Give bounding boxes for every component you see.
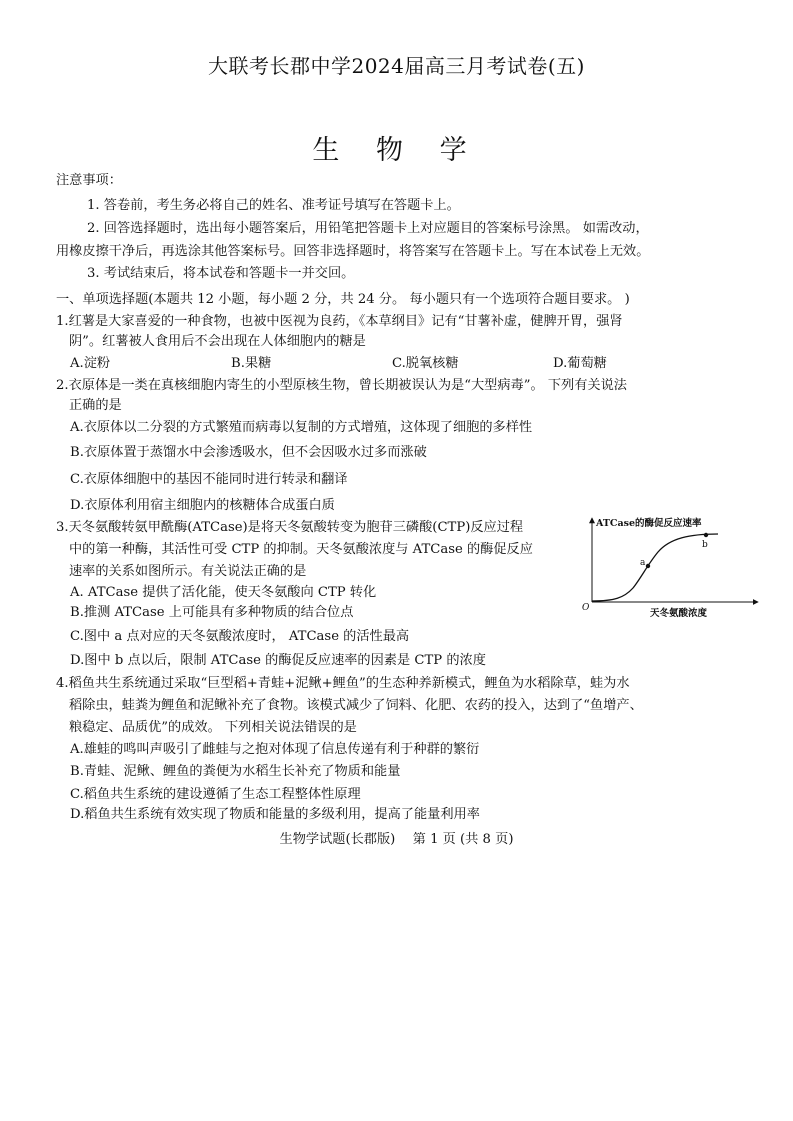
q1-stem-line-2: 阴”。红薯被人食用后不会出现在人体细胞内的糖是 <box>69 334 366 349</box>
q4-stem-line-1: 4.稻鱼共生系统通过采取“巨型稻+青蛙+泥鳅+鲤鱼”的生态种养新模式，鲤鱼为水稻除草，蛙为水 <box>56 676 630 691</box>
q3-option-a: A. ATCase 提供了活化能，使天冬氨酸向 CTP 转化 <box>70 585 377 600</box>
q3-stem-line-1: 3.天冬氨酸转氨甲酰酶(ATCase)是将天冬氨酸转变为胞苷三磷酸(CTP)反应过程 <box>56 520 524 535</box>
q2-option-b: B.衣原体置于蒸馏水中会渗透吸水，但不会因吸水过多而涨破 <box>70 445 427 460</box>
q2-option-d: D.衣原体利用宿主细胞内的核糖体合成蛋白质 <box>70 498 335 513</box>
q1-option-a: A.淀粉 <box>70 356 111 371</box>
exam-title: 大联考长郡中学2024届高三月考试卷(五) <box>207 54 585 78</box>
q2-option-a: A.衣原体以二分裂的方式繁殖而病毒以复制的方式增殖，这体现了细胞的多样性 <box>70 420 533 435</box>
q3-stem-line-3: 速率的关系如图所示。有关说法正确的是 <box>69 564 307 579</box>
y-axis-label: ATCase的酶促反应速率 <box>596 518 702 529</box>
subject-title: 生 物 学 <box>312 135 481 166</box>
q4-option-c: C.稻鱼共生系统的建设遵循了生态工程整体性原理 <box>70 787 361 802</box>
q2-stem-line-1: 2.衣原体是一类在真核细胞内寄生的小型原核生物，曾长期被误认为是“大型病毒”。 下列有关说法 <box>56 378 627 393</box>
q4-option-b: B.青蛙、泥鳅、鲤鱼的粪便为水稻生长补充了物质和能量 <box>70 764 401 779</box>
q1-option-c: C.脱氧核糖 <box>392 356 459 371</box>
notice-item-1: 1. 答卷前，考生务必将自己的姓名、准考证号填写在答题卡上。 <box>87 198 460 213</box>
q3-stem-line-2: 中的第一种酶，其活性可受 CTP 的抑制。天冬氨酸浓度与 ATCase 的酶促反应 <box>69 542 533 557</box>
q3-option-d: D.图中 b 点以后，限制 ATCase 的酶促反应速率的因素是 CTP 的浓度 <box>70 653 486 668</box>
q2-option-c: C.衣原体细胞中的基因不能同时进行转录和翻译 <box>70 472 348 487</box>
q1-stem-line-1: 1.红薯是大家喜爱的一种食物，也被中医视为良药，《本草纲目》记有“甘薯补虚，健脾开胃，强肾 <box>56 314 623 329</box>
q1-option-b: B.果糖 <box>231 356 272 371</box>
q1-option-d: D.葡萄糖 <box>553 356 607 371</box>
q4-stem-line-3: 粮稳定、品质优”的成效。 下列相关说法错误的是 <box>69 720 357 735</box>
notice-item-2-line-2: 用橡皮擦干净后，再选涂其他答案标号。回答非选择题时，将答案写在答题卡上。写在本试卷上无效。 <box>56 244 650 259</box>
notice-heading: 注意事项： <box>56 173 122 188</box>
q4-stem-line-2: 稻除虫，蛙粪为鲤鱼和泥鳅补充了食物。该模式减少了饲料、化肥、农药的投入，达到了“鱼增产、 <box>69 698 643 713</box>
point-b-marker <box>704 533 708 537</box>
rate-curve <box>592 534 718 601</box>
section-heading: 一、单项选择题(本题共 12 小题，每小题 2 分，共 24 分。 每小题只有一个选项符合题目要求。 ) <box>56 292 630 307</box>
q3-option-b: B.推测 ATCase 上可能具有多种物质的结合位点 <box>70 605 354 620</box>
q4-option-a: A.雄蛙的鸣叫声吸引了雌蛙与之抱对体现了信息传递有利于种群的繁衍 <box>70 742 480 757</box>
notice-item-3: 3. 考试结束后，将本试卷和答题卡一并交回。 <box>87 266 355 281</box>
x-axis-label: 天冬氨酸浓度 <box>650 608 708 619</box>
point-a-label: a <box>640 558 646 568</box>
q2-stem-line-2: 正确的是 <box>69 398 122 413</box>
page-footer: 生物学试题(长郡版) 第 1 页 (共 8 页) <box>279 832 514 847</box>
q4-option-d: D.稻鱼共生系统有效实现了物质和能量的多级利用，提高了能量利用率 <box>70 807 480 822</box>
q3-option-c: C.图中 a 点对应的天冬氨酸浓度时， ATCase 的活性最高 <box>70 629 410 644</box>
origin-label: O <box>582 603 590 613</box>
enzyme-rate-graph <box>578 512 762 624</box>
notice-item-2-line-1: 2. 回答选择题时，选出每小题答案后，用铅笔把答题卡上对应题目的答案标号涂黑。 如需改动， <box>87 221 649 236</box>
point-a-marker <box>646 564 650 568</box>
point-b-label: b <box>702 540 708 550</box>
